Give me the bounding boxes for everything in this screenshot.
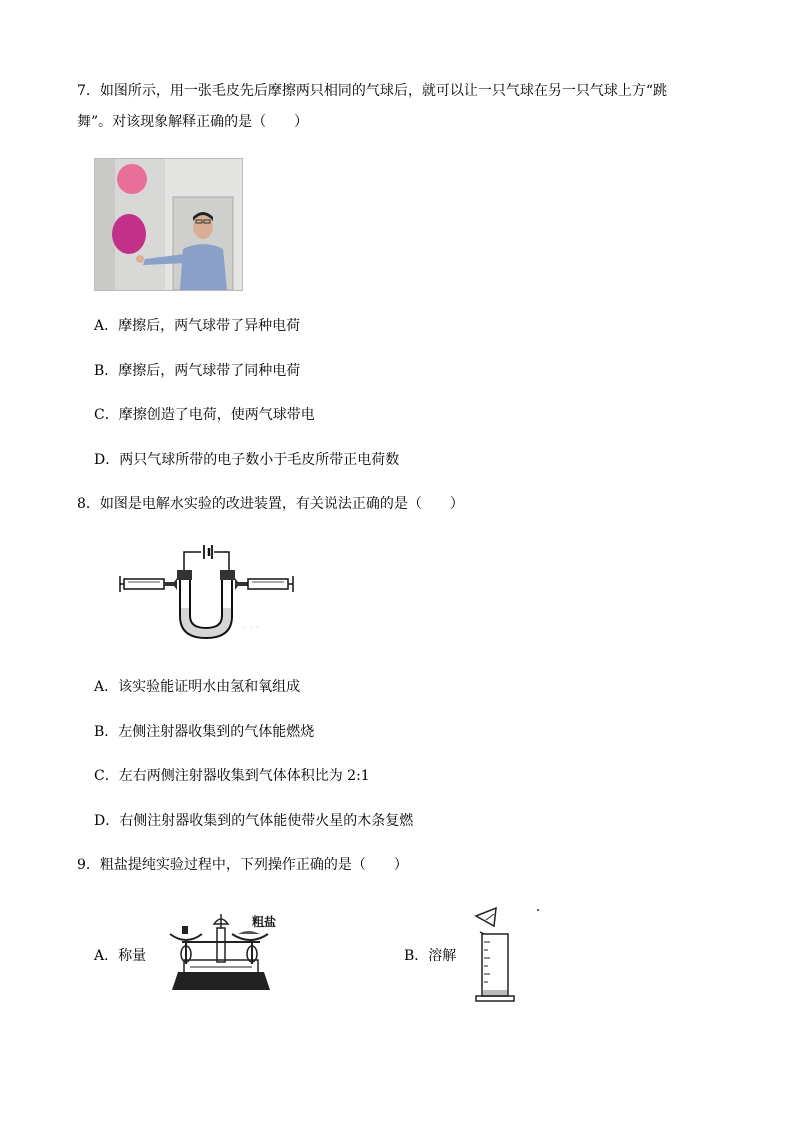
q8-option-a: A．该实验能证明水由氢和氧组成 [94, 679, 301, 695]
q8-stem: 8．如图是电解水实验的改进装置，有关说法正确的是（ ） [77, 496, 464, 512]
svg-text:· · ·: · · · [243, 623, 259, 634]
q9-stem: 9．粗盐提纯实验过程中，下列操作正确的是（ ） [77, 857, 408, 873]
q9-cylinder-figure [468, 904, 548, 1004]
q8-electrolysis-apparatus [118, 538, 308, 642]
q8-option-c: C．左右两侧注射器收集到气体体积比为 2:1 [94, 768, 370, 784]
q7-option-c: C．摩擦创造了电荷，使两气球带电 [94, 407, 315, 423]
q9-balance-figure [168, 906, 284, 996]
q8-option-d: D．右侧注射器收集到的气体能使带火星的木条复燃 [94, 813, 414, 829]
q7-stem-line2: 舞”。对该现象解释正确的是（ ） [77, 114, 309, 130]
balance-label: 粗盐 [252, 915, 277, 929]
q7-option-b: B．摩擦后，两气球带了同种电荷 [94, 363, 301, 379]
q7-option-a: A．摩擦后，两气球带了异种电荷 [94, 318, 301, 334]
q7-balloon-photo [94, 158, 243, 291]
q9-option-a: A．称量 [94, 948, 147, 964]
q8-option-b: B．左侧注射器收集到的气体能燃烧 [94, 724, 315, 740]
q9-option-b: B．溶解 [404, 948, 457, 964]
q7-stem-line1: 7．如图所示，用一张毛皮先后摩擦两只相同的气球后，就可以让一只气球在另一只气球上方“跳 [77, 83, 668, 99]
q7-option-d: D．两只气球所带的电子数小于毛皮所带正电荷数 [94, 452, 400, 468]
